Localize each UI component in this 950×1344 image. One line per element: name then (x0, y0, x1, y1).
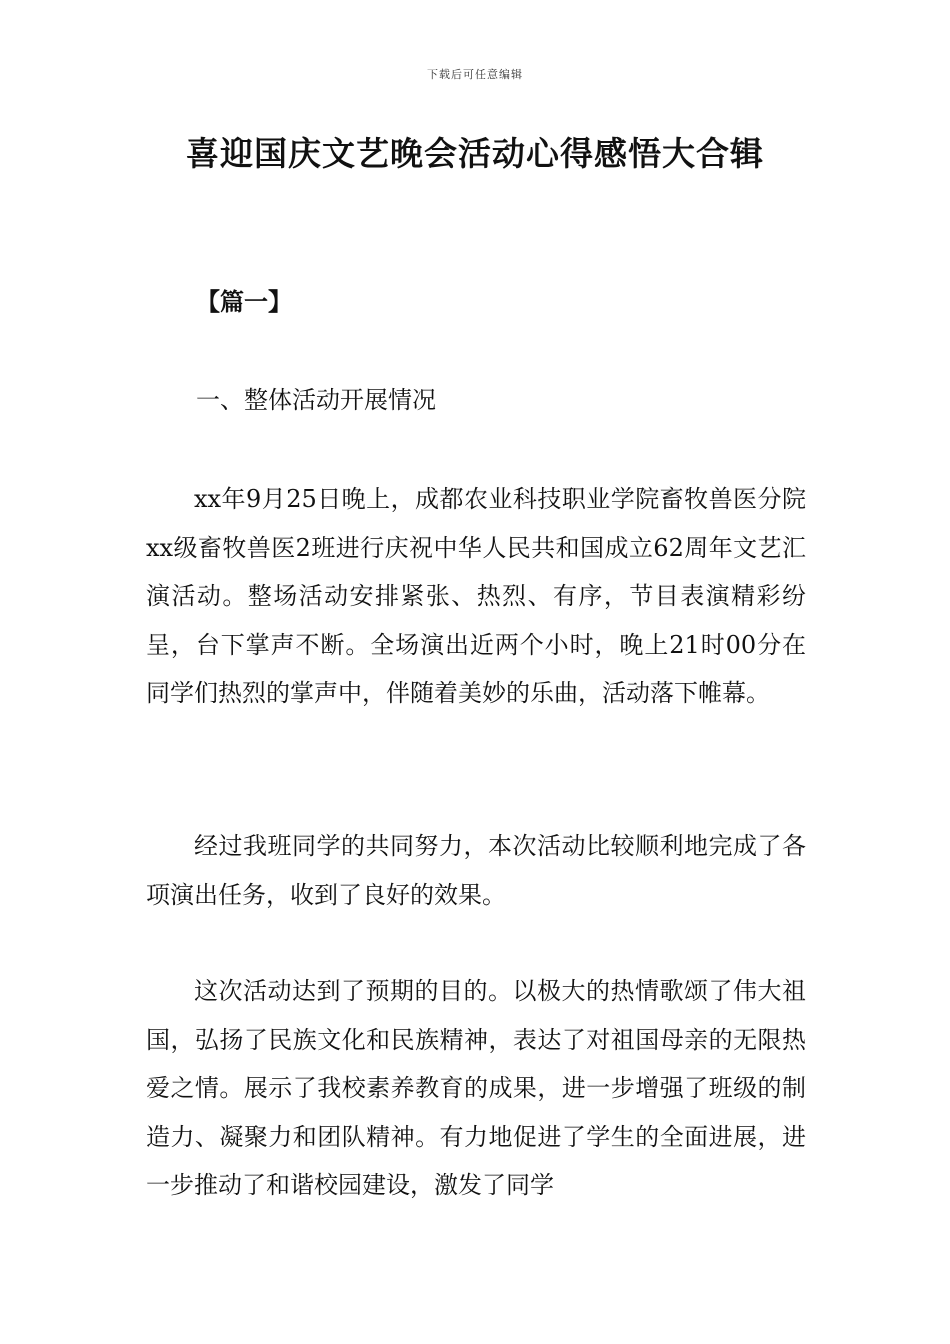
header-note: 下载后可任意编辑 (427, 68, 523, 81)
body-paragraph-3: 这次活动达到了预期的目的。以极大的热情歌颂了伟大祖国，弘扬了民族文化和民族精神，表达了对祖国母亲的无限热爱之情。展示了我校素养教育的成果，进一步增强了班级的制造力、凝聚力和团队精神。有力地促进了学生的全面进展，进一步推动了和谐校园建设，激发了同学 (146, 977, 806, 1199)
section-tag: 【篇一】 (196, 287, 292, 316)
section-subheading: 一、整体活动开展情况 (196, 386, 436, 414)
body-paragraph-1: xx年9月25日晚上，成都农业科技职业学院畜牧兽医分院xx级畜牧兽医2班进行庆祝中华人民共和国成立62周年文艺汇演活动。整场活动安排紧张、热烈、有序，节目表演精彩纷呈，台下掌声不断。全场演出近两个小时，晚上21时00分在同学们热烈的掌声中，伴随着美妙的乐曲，活动落下帷幕。 (146, 485, 806, 707)
body-paragraph-2: 经过我班同学的共同努力，本次活动比较顺利地完成了各项演出任务，收到了良好的效果。 (146, 832, 806, 909)
document-title: 喜迎国庆文艺晚会活动心得感悟大合辑 (186, 134, 764, 173)
